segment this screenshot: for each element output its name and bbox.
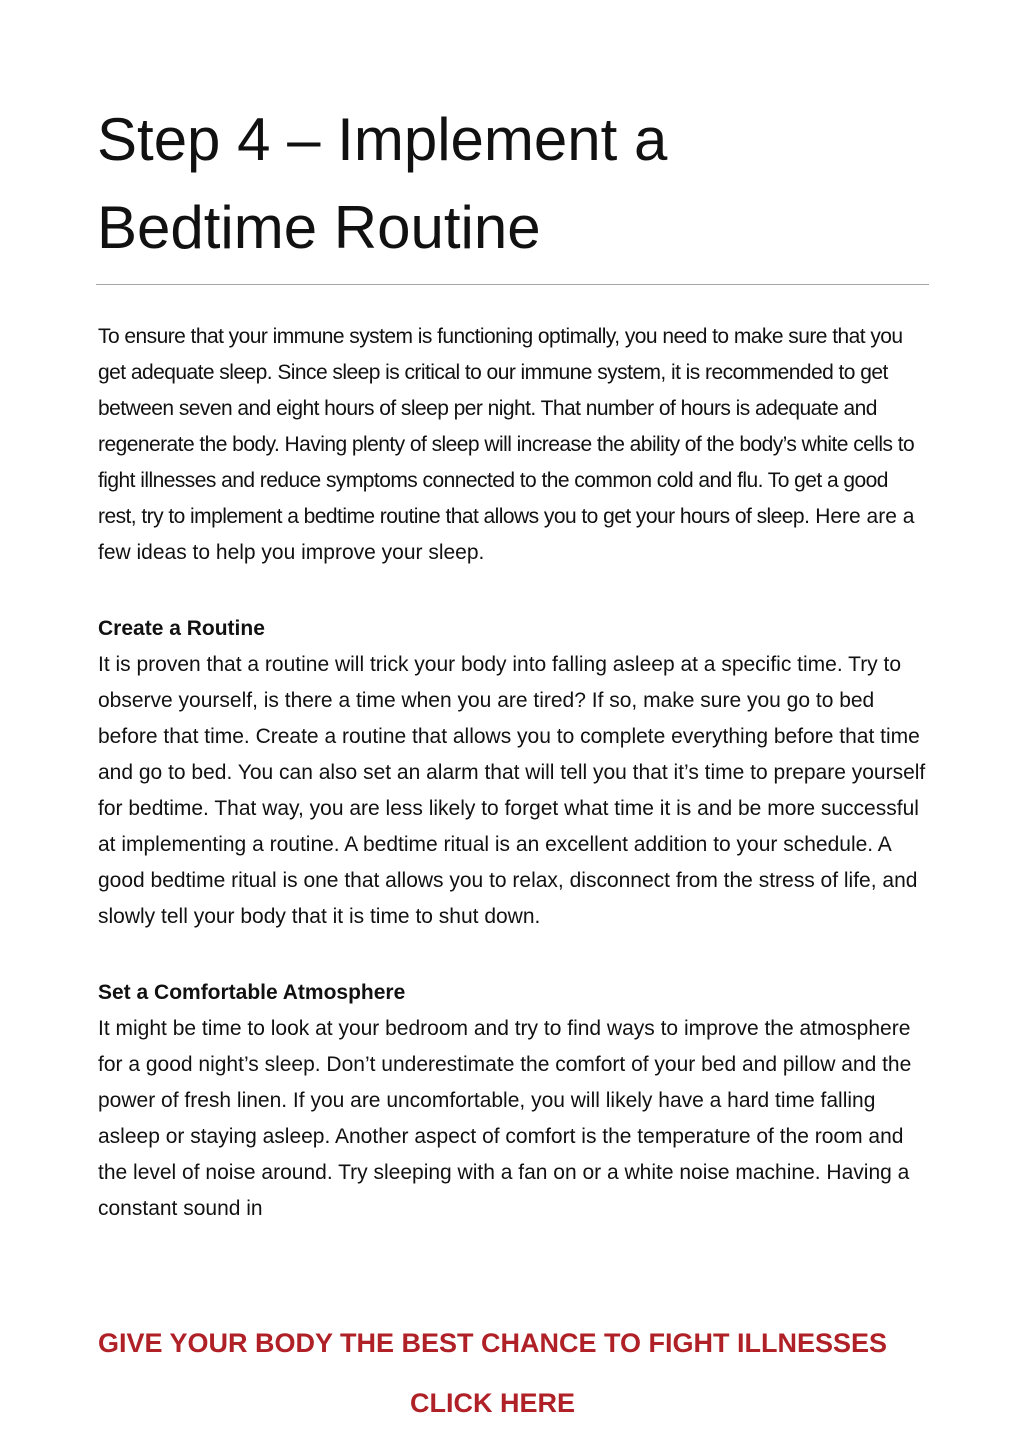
section-body-comfortable-atmosphere: It might be time to look at your bedroom and try to find ways to improve the atmosphere for a good night’s sleep. Don’t underestimate the comfort of your bed and pillow and the power of fresh linen. If you are uncomfortable, you will likely have a hard time falling asleep or staying asleep. Another aspect of comfort is the temperature of the room and the level of noise around. Try sleeping with a fan on or a white noise machine. Having a constant sound in bbox=[98, 1017, 912, 1220]
page-title bbox=[97, 96, 897, 272]
section-heading-comfortable-atmosphere: Set a Comfortable Atmosphere bbox=[98, 981, 406, 1004]
intro-text-part-2: Here are a few ideas to help you improve your sleep. bbox=[98, 505, 915, 564]
section-heading-create-routine: Create a Routine bbox=[98, 617, 265, 640]
click-here-link[interactable]: CLICK HERE bbox=[409, 1388, 575, 1418]
intro-paragraph bbox=[98, 319, 926, 571]
section-spacer bbox=[98, 571, 926, 611]
section-spacer bbox=[98, 935, 926, 975]
section-body-create-routine: It is proven that a routine will trick your body into falling asleep at a specific time. Try to observe yourself, is there a time when you are tired? If so, make sure you go to bed before that time. Create a routine that allows you to complete everything before that time and go to bed. You can also set an alarm that will tell you that it’s time to prepare yourself for bedtime. That way, you are less likely to forget what time it is and be more successful at implementing a routine. A bedtime ritual is an excellent addition to your schedule. A good bedtime ritual is one that allows you to relax, disconnect from the stress of life, and slowly tell your body that it is time to shut down. bbox=[98, 653, 926, 928]
page-title-line-2: Bedtime Routine bbox=[97, 194, 541, 261]
intro-text-part-1: To ensure that your immune system is functioning optimally, you need to make sure that you get adequate sleep. Since sleep is critical to our immune system, it is recommended to get between seven and eight hours of sleep per night. That number of hours is adequate and regenerate the body. Having plenty of sleep will increase the ability of the body’s white cells to fight illnesses and reduce symptoms connected to the common cold and flu. To get a good rest, try to implement a bedtime routine that allows you to get your hours of sleep. bbox=[98, 325, 915, 528]
cta-headline-link[interactable]: GIVE YOUR BODY THE BEST CHANCE TO FIGHT ILLNESSES bbox=[97, 1328, 888, 1358]
article-body bbox=[98, 319, 926, 1227]
page-title-line-1: Step 4 – Implement a bbox=[97, 106, 668, 173]
title-divider bbox=[96, 284, 929, 285]
